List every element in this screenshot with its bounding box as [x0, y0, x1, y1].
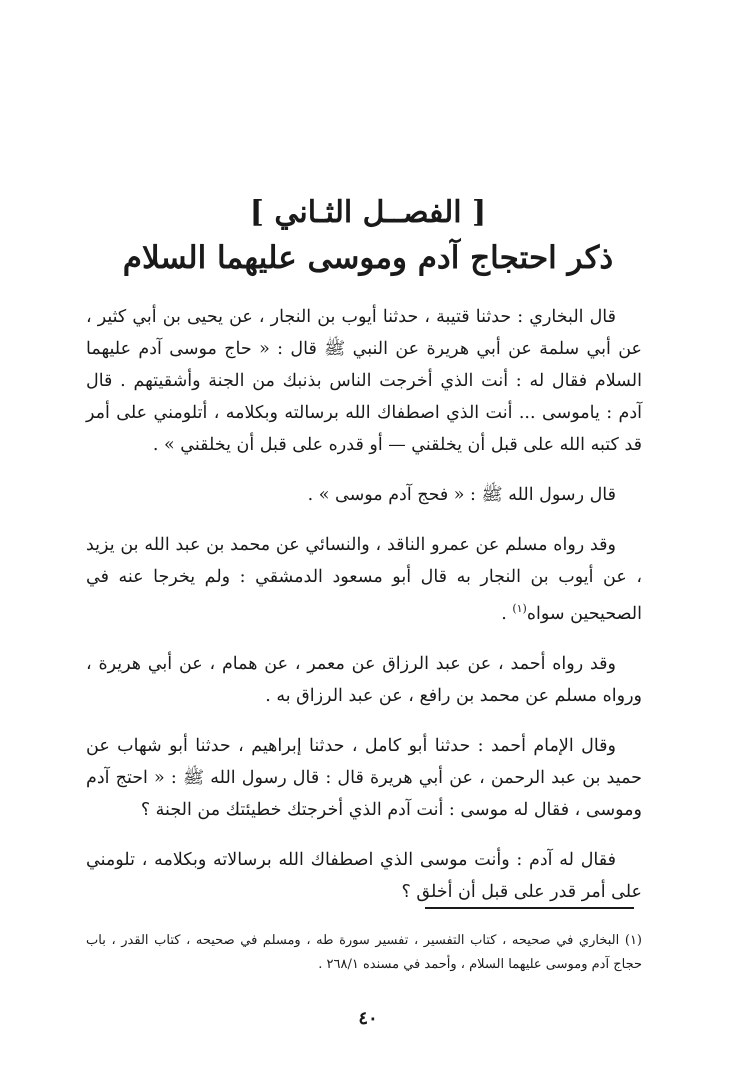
paragraph-ahmad-abdulrazzaq: وقد رواه أحمد ، عن عبد الرزاق عن معمر ، عن همام ، عن أبي هريرة ، ورواه مسلم عن محمد بن رافع ، عن عبد الرزاق به .: [86, 653, 642, 706]
footnote-text: (١) البخاري في صحيحه ، كتاب التفسير ، تفسير سورة طه ، ومسلم في صحيحه ، كتاب القدر ، باب حجاج آدم وموسى عليهما السلام ، وأحمد في مسنده ٢٦٨/١ .: [86, 933, 642, 972]
paragraph-imam-ahmad: وقال الإمام أحمد : حدثنا أبو كامل ، حدثنا إبراهيم ، حدثنا أبو شهاب عن حميد بن عبد الرحمن ، عن أبي هريرة قال : قال رسول الله ﷺ : « احتج آدم وموسى ، فقال له موسى : أنت آدم الذي أخرجتك خطيئتك من الجنة ؟: [86, 735, 642, 820]
paragraph-prophet-saying: قال رسول الله ﷺ : « فحج آدم موسى » .: [307, 485, 616, 505]
paragraph-adam-reply: فقال له آدم : وأنت موسى الذي اصطفاك الله برسالاته وبكلامه ، تلومني على أمر قدر على قبل أن أخلق ؟: [86, 849, 642, 902]
page-number: ٤٠: [358, 1008, 378, 1029]
paragraph-bukhari: قال البخاري : حدثنا قتيبة ، حدثنا أيوب بن النجار ، عن يحيى بن أبي كثير ، عن أبي سلمة عن أبي هريرة عن النبي ﷺ قال : « حاج موسى آدم عليهما السلام فقال له : أنت الذي أخرجت الناس بذنبك من الجنة وأشقيتهم . قال آدم : ياموسى ... أنت الذي اصطفاك الله برسالته وبكلامه ، أتلومني على أمر قد كتبه الله على قبل أن يخلقني — أو قدره على قبل أن يخلقني » .: [86, 307, 642, 455]
paragraph-muslim-nasai-text: وقد رواه مسلم عن عمرو الناقد ، والنسائي عن محمد بن عبد الله بن يزيد ، عن أيوب بن النجار به قال أبو مسعود الدمشقي : ولم يخرجا عنه في الصحيحين سواه: [86, 535, 642, 624]
main-text: [86, 301, 642, 926]
footnote-divider: [425, 907, 634, 909]
paragraph-muslim-nasai: [86, 529, 642, 630]
chapter-label: [ الفصــل الثـاني ]: [249, 195, 487, 230]
chapter-title: ذكر احتجاج آدم وموسى عليهما السلام: [122, 240, 614, 276]
footnote-reference[interactable]: (١): [512, 602, 527, 615]
paragraph-end-mark: .: [501, 603, 513, 624]
